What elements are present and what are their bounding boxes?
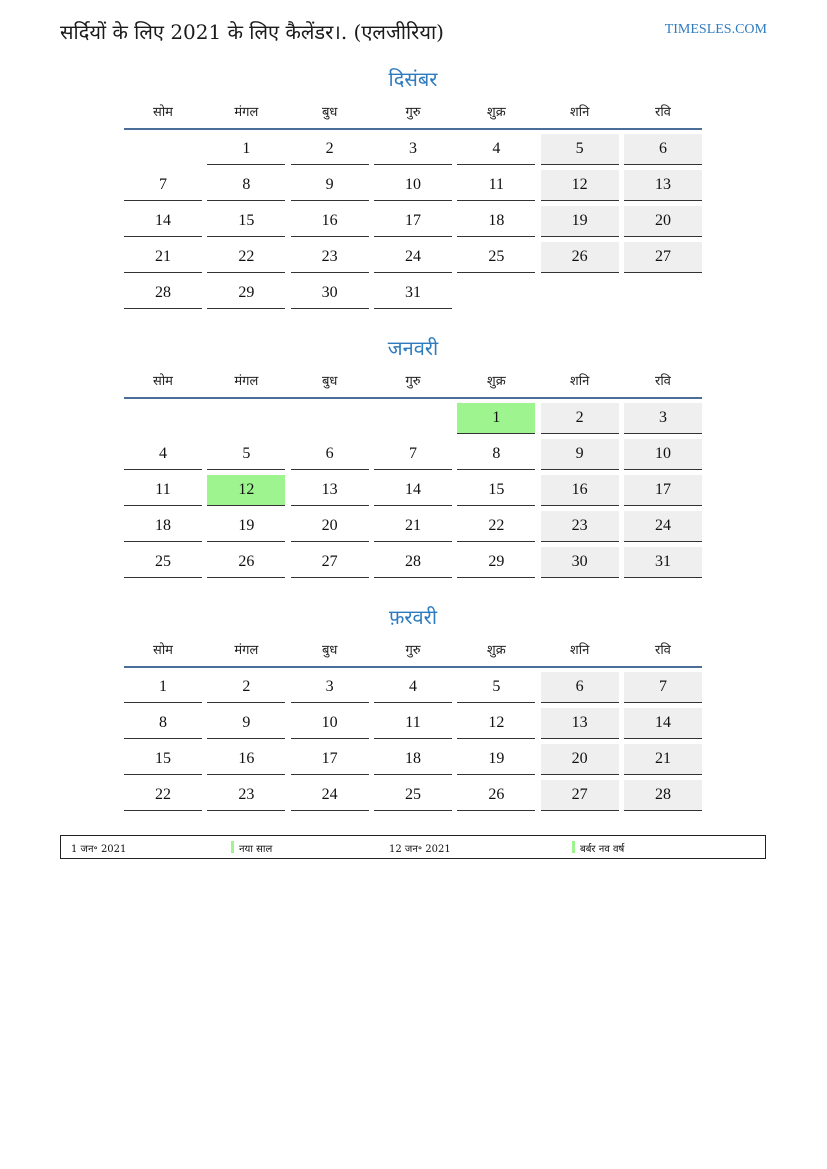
week-row bbox=[124, 511, 702, 547]
header-divider bbox=[124, 397, 702, 399]
day-cell: 28 bbox=[124, 278, 202, 309]
day-cell: 2 bbox=[207, 672, 285, 703]
day-cell: 27 bbox=[624, 242, 702, 273]
weekday-label: रवि bbox=[655, 374, 671, 389]
holiday-day-cell: 12 bbox=[207, 475, 285, 506]
day-cell: 19 bbox=[457, 744, 535, 775]
day-cell: 8 bbox=[124, 708, 202, 739]
day-cell: 12 bbox=[541, 170, 619, 201]
day-cell: 8 bbox=[457, 439, 535, 470]
day-cell: 14 bbox=[624, 708, 702, 739]
day-cell: 25 bbox=[457, 242, 535, 273]
holiday-color-swatch bbox=[572, 841, 575, 853]
day-cell: 18 bbox=[457, 206, 535, 237]
weekday-label: रवि bbox=[655, 105, 671, 120]
day-cell: 5 bbox=[541, 134, 619, 165]
day-cell: 13 bbox=[291, 475, 369, 506]
day-cell: 31 bbox=[624, 547, 702, 578]
day-cell: 10 bbox=[624, 439, 702, 470]
day-cell: 29 bbox=[207, 278, 285, 309]
day-cell: 9 bbox=[291, 170, 369, 201]
weekday-label: शनि bbox=[569, 643, 590, 658]
weekday-label: गुरु bbox=[405, 105, 421, 120]
day-cell: 19 bbox=[207, 511, 285, 542]
holiday-color-swatch bbox=[231, 841, 234, 853]
day-cell: 11 bbox=[124, 475, 202, 506]
day-cell: 26 bbox=[457, 780, 535, 811]
weekday-header-row bbox=[124, 363, 702, 397]
day-cell: 18 bbox=[374, 744, 452, 775]
day-cell: 3 bbox=[374, 134, 452, 165]
day-cell: 20 bbox=[291, 511, 369, 542]
day-cell: 2 bbox=[541, 403, 619, 434]
day-cell: 28 bbox=[624, 780, 702, 811]
empty-day-cell bbox=[374, 403, 452, 434]
weekday-label: रवि bbox=[655, 643, 671, 658]
week-row bbox=[124, 278, 702, 314]
day-cell: 3 bbox=[291, 672, 369, 703]
day-cell: 25 bbox=[374, 780, 452, 811]
empty-day-cell bbox=[124, 403, 202, 434]
day-cell: 9 bbox=[541, 439, 619, 470]
day-cell: 28 bbox=[374, 547, 452, 578]
empty-day-cell bbox=[124, 134, 202, 165]
day-cell: 30 bbox=[291, 278, 369, 309]
week-row bbox=[124, 672, 702, 708]
month-title: दिसंबर bbox=[388, 67, 438, 91]
month-block bbox=[124, 602, 702, 816]
day-cell: 24 bbox=[374, 242, 452, 273]
day-cell: 7 bbox=[124, 170, 202, 201]
week-row bbox=[124, 708, 702, 744]
day-cell: 23 bbox=[291, 242, 369, 273]
weekday-header-row bbox=[124, 94, 702, 128]
page-title: सर्दियों के लिए 2021 के लिए कैलेंडर।. (एलजीरिया) bbox=[60, 20, 444, 44]
day-cell: 16 bbox=[291, 206, 369, 237]
month-title: फ़रवरी bbox=[388, 605, 438, 629]
weekday-label: बुध bbox=[321, 643, 338, 658]
weekday-label: बुध bbox=[321, 105, 338, 120]
week-row bbox=[124, 206, 702, 242]
day-cell: 18 bbox=[124, 511, 202, 542]
day-cell: 8 bbox=[207, 170, 285, 201]
day-cell: 4 bbox=[457, 134, 535, 165]
weekday-label: शनि bbox=[569, 105, 590, 120]
day-cell: 21 bbox=[624, 744, 702, 775]
day-cell: 5 bbox=[457, 672, 535, 703]
legend-holiday-name: नया साल bbox=[239, 844, 273, 855]
day-cell: 13 bbox=[624, 170, 702, 201]
day-cell: 6 bbox=[541, 672, 619, 703]
day-cell: 21 bbox=[124, 242, 202, 273]
weekday-label: मंगल bbox=[234, 374, 259, 389]
legend-holiday-name: बर्बर नव वर्ष bbox=[580, 844, 625, 855]
week-row bbox=[124, 403, 702, 439]
week-row bbox=[124, 170, 702, 206]
day-cell: 17 bbox=[374, 206, 452, 237]
day-cell: 10 bbox=[291, 708, 369, 739]
day-cell: 19 bbox=[541, 206, 619, 237]
empty-day-cell bbox=[457, 278, 535, 309]
month-block bbox=[124, 333, 702, 583]
day-cell: 4 bbox=[124, 439, 202, 470]
day-cell: 6 bbox=[291, 439, 369, 470]
weekday-label: गुरु bbox=[405, 643, 421, 658]
day-cell: 25 bbox=[124, 547, 202, 578]
day-cell: 16 bbox=[541, 475, 619, 506]
day-cell: 14 bbox=[124, 206, 202, 237]
day-cell: 11 bbox=[374, 708, 452, 739]
legend-date: 12 जन॰ 2021 bbox=[389, 844, 451, 855]
day-cell: 22 bbox=[207, 242, 285, 273]
weekday-label: सोम bbox=[153, 643, 173, 658]
day-cell: 17 bbox=[291, 744, 369, 775]
empty-day-cell bbox=[541, 278, 619, 309]
weekday-label: शुक्र bbox=[486, 105, 506, 120]
weekday-label: मंगल bbox=[234, 643, 259, 658]
empty-day-cell bbox=[207, 403, 285, 434]
day-cell: 15 bbox=[207, 206, 285, 237]
day-cell: 23 bbox=[207, 780, 285, 811]
weekday-label: बुध bbox=[321, 374, 338, 389]
day-cell: 27 bbox=[291, 547, 369, 578]
site-link[interactable]: TIMESLES.COM bbox=[664, 22, 767, 37]
header-divider bbox=[124, 128, 702, 130]
day-cell: 13 bbox=[541, 708, 619, 739]
day-cell: 1 bbox=[207, 134, 285, 165]
weekday-header-row bbox=[124, 632, 702, 666]
day-cell: 20 bbox=[624, 206, 702, 237]
month-block bbox=[124, 64, 702, 314]
day-cell: 10 bbox=[374, 170, 452, 201]
day-cell: 16 bbox=[207, 744, 285, 775]
day-cell: 29 bbox=[457, 547, 535, 578]
weekday-label: शुक्र bbox=[486, 374, 506, 389]
day-cell: 5 bbox=[207, 439, 285, 470]
day-cell: 14 bbox=[374, 475, 452, 506]
day-cell: 30 bbox=[541, 547, 619, 578]
day-cell: 24 bbox=[291, 780, 369, 811]
day-cell: 7 bbox=[374, 439, 452, 470]
day-cell: 26 bbox=[541, 242, 619, 273]
day-cell: 9 bbox=[207, 708, 285, 739]
holiday-legend bbox=[60, 835, 766, 859]
day-cell: 1 bbox=[124, 672, 202, 703]
weekday-label: शनि bbox=[569, 374, 590, 389]
week-row bbox=[124, 242, 702, 278]
week-row bbox=[124, 547, 702, 583]
day-cell: 27 bbox=[541, 780, 619, 811]
day-cell: 15 bbox=[457, 475, 535, 506]
day-cell: 3 bbox=[624, 403, 702, 434]
day-cell: 20 bbox=[541, 744, 619, 775]
weekday-label: शुक्र bbox=[486, 643, 506, 658]
week-row bbox=[124, 134, 702, 170]
day-cell: 22 bbox=[124, 780, 202, 811]
header-divider bbox=[124, 666, 702, 668]
legend-date: 1 जन॰ 2021 bbox=[71, 844, 127, 855]
month-title: जनवरी bbox=[387, 336, 439, 360]
day-cell: 26 bbox=[207, 547, 285, 578]
day-cell: 31 bbox=[374, 278, 452, 309]
empty-day-cell bbox=[291, 403, 369, 434]
day-cell: 11 bbox=[457, 170, 535, 201]
day-cell: 4 bbox=[374, 672, 452, 703]
weekday-label: गुरु bbox=[405, 374, 421, 389]
day-cell: 12 bbox=[457, 708, 535, 739]
empty-day-cell bbox=[624, 278, 702, 309]
week-row bbox=[124, 780, 702, 816]
holiday-day-cell: 1 bbox=[457, 403, 535, 434]
day-cell: 22 bbox=[457, 511, 535, 542]
week-row bbox=[124, 439, 702, 475]
day-cell: 2 bbox=[291, 134, 369, 165]
weekday-label: मंगल bbox=[234, 105, 259, 120]
day-cell: 15 bbox=[124, 744, 202, 775]
day-cell: 21 bbox=[374, 511, 452, 542]
day-cell: 17 bbox=[624, 475, 702, 506]
day-cell: 6 bbox=[624, 134, 702, 165]
day-cell: 23 bbox=[541, 511, 619, 542]
week-row bbox=[124, 744, 702, 780]
day-cell: 24 bbox=[624, 511, 702, 542]
day-cell: 7 bbox=[624, 672, 702, 703]
weekday-label: सोम bbox=[153, 374, 173, 389]
weekday-label: सोम bbox=[153, 105, 173, 120]
week-row bbox=[124, 475, 702, 511]
